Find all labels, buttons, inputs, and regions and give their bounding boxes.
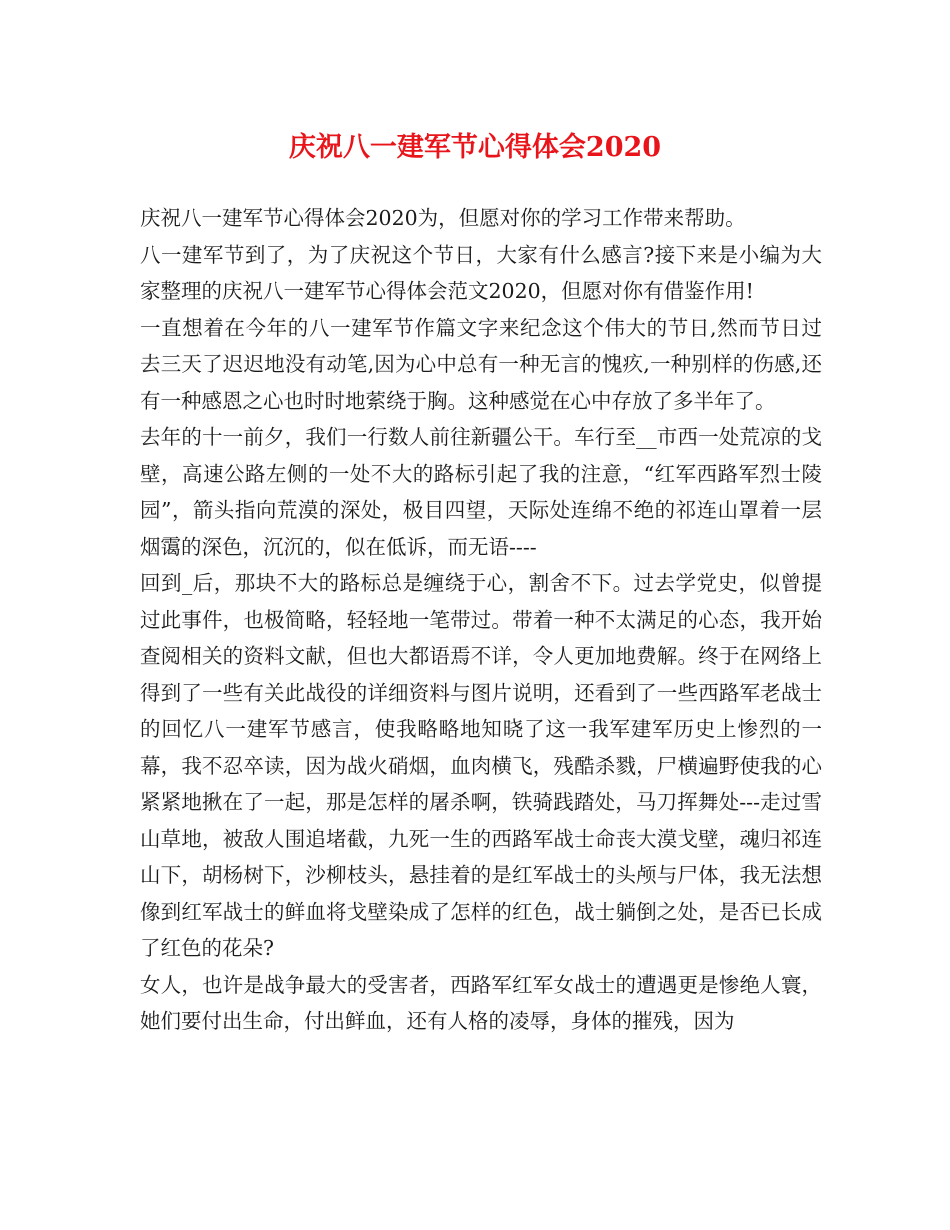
paragraph-journey: 去年的十一前夕，我们一行数人前往新疆公干。车行至__市西一处荒凉的戈壁，高速公路左侧的一处不大的路标引起了我的注意，“红军西路军烈士陵园”，箭头指向荒漠的深处，极目四望，天际处连绵不绝的祁连山罩着一层烟霭的深色，沉沉的，似在低诉，而无语---- xyxy=(140,425,822,559)
paragraph-reflection: 一直想着在今年的八一建军节作篇文字来纪念这个伟大的节日,然而节日过去三天了迟迟地没有动笔,因为心中总有一种无言的愧疚,一种别样的伤感,还有一种感恩之心也时时地萦绕于胸。这种感觉在心中存放了多半年了。 xyxy=(140,315,822,413)
paragraph-greeting: 八一建军节到了，为了庆祝这个节日，大家有什么感言?接下来是小编为大家整理的庆祝八一建军节心得体会范文2020，但愿对你有借鉴作用! xyxy=(140,242,822,303)
document-body xyxy=(140,200,822,1040)
paragraph-intro: 庆祝八一建军节心得体会2020为，但愿对你的学习工作带来帮助。 xyxy=(140,206,746,230)
document-title: 庆祝八一建军节心得体会2020 xyxy=(288,132,662,163)
paragraph-women: 女人，也许是战争最大的受害者，西路军红军女战士的遭遇更是惨绝人寰，她们要付出生命，付出鲜血，还有人格的凌辱，身体的摧残，因为 xyxy=(140,972,822,1033)
paragraph-history: 回到_后，那块不大的路标总是缠绕于心，割舍不下。过去学党史，似曾提过此事件，也极简略，轻轻地一笔带过。带着一种不太满足的心态，我开始查阅相关的资料文献，但也大都语焉不详，令人更加地费解。终于在网络上得到了一些有关此战役的详细资料与图片说明，还看到了一些西路军老战士的回忆八一建军节感言，使我略略地知晓了这一我军建军历史上惨烈的一幕，我不忍卒读，因为战火硝烟，血肉横飞，残酷杀戮，尸横遍野使我的心紧紧地揪在了一起，那是怎样的屠杀啊，铁骑践踏处，马刀挥舞处---走过雪山草地，被敌人围追堵截，九死一生的西路军战士命丧大漠戈壁，魂归祁连山下，胡杨树下，沙柳枝头，悬挂着的是红军战士的头颅与尸体，我无法想像到红军战士的鲜血将戈壁染成了怎样的红色，战士躺倒之处，是否已长成了红色的花朵? xyxy=(140,571,822,960)
